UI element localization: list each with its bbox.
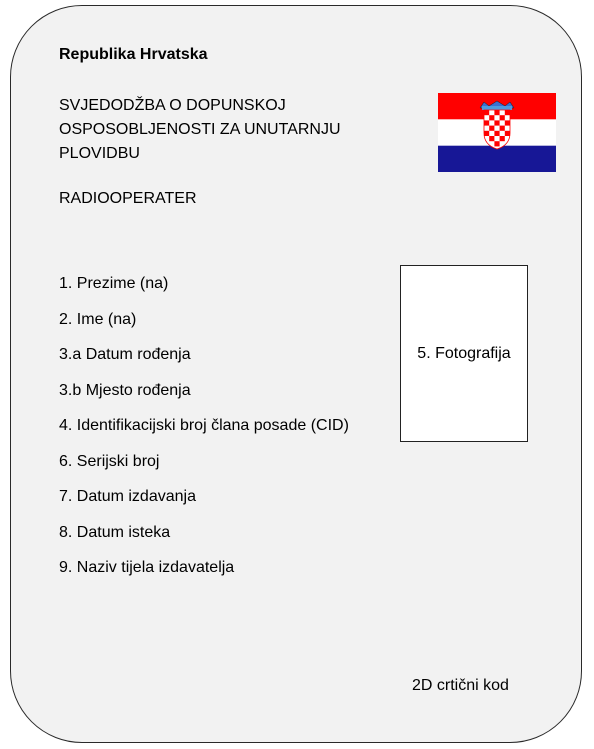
field-surname: 1. Prezime (na) — [59, 275, 169, 292]
country-name: Republika Hrvatska — [59, 46, 208, 63]
certificate-title: SVJEDODŽBA O DOPUNSKOJ OSPOSOBLJENOSTI ZA UNUTARNJU PLOVIDBU — [59, 97, 341, 162]
field-crew-id: 4. Identifikacijski broj člana posade (CID) — [59, 417, 349, 434]
photo-box — [400, 265, 528, 442]
croatia-flag-icon — [438, 93, 556, 172]
field-birth-date: 3.a Datum rođenja — [59, 346, 191, 363]
photo-label: 5. Fotografija — [417, 344, 511, 362]
field-issuing-authority: 9. Naziv tijela izdavatelja — [59, 559, 235, 576]
certificate-role: RADIOOPERATER — [59, 190, 197, 207]
field-given-name: 2. Ime (na) — [59, 310, 137, 328]
field-issue-date: 7. Datum izdavanja — [59, 488, 196, 505]
field-serial-number: 6. Serijski broj — [59, 452, 160, 470]
field-list — [59, 274, 349, 594]
field-birth-place: 3.b Mjesto rođenja — [59, 381, 191, 399]
field-expiry-date: 8. Datum isteka — [59, 523, 171, 541]
barcode-label: 2D crtični kod — [412, 677, 509, 694]
